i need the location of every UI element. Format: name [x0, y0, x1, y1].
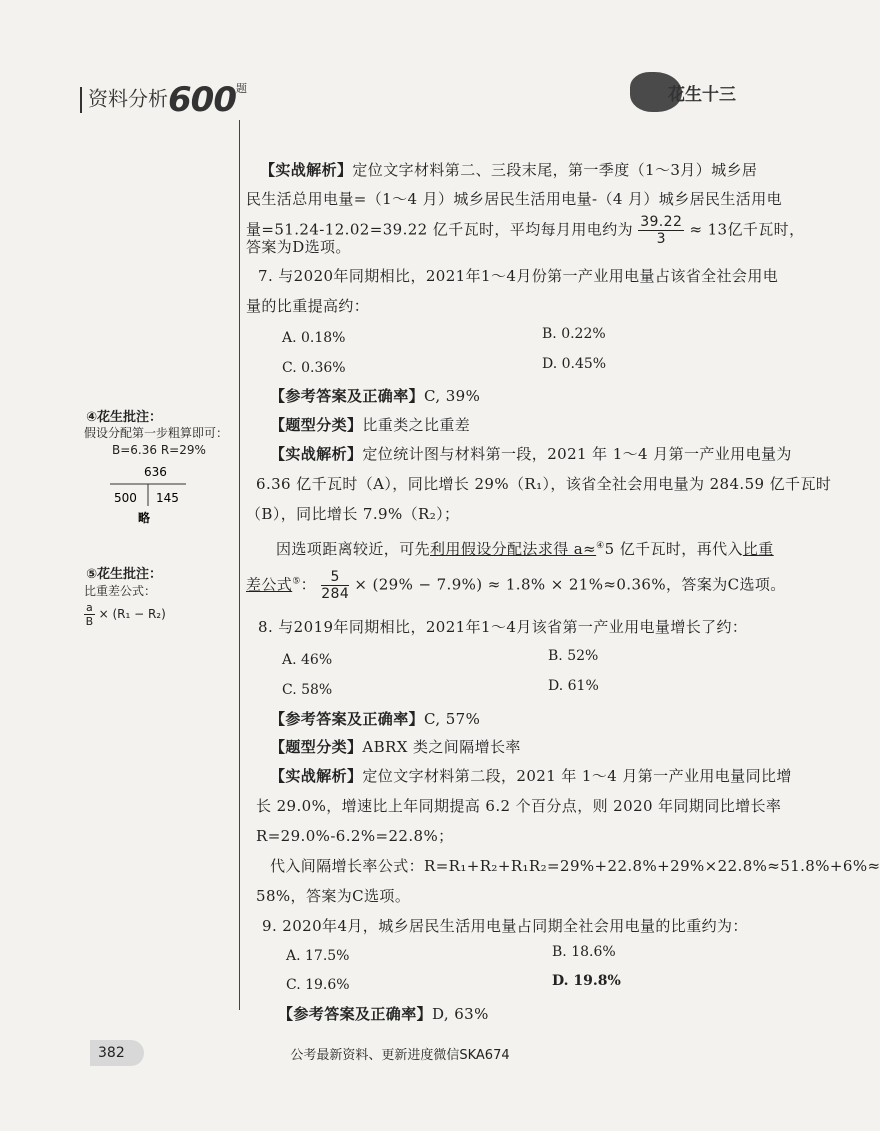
q9-answer — [278, 1004, 489, 1024]
note5-text: 比重差公式： — [84, 584, 157, 598]
q7-analysis-text4b: 5 亿千瓦时，再代入 — [604, 540, 743, 558]
tree-bottom-label: 略 — [138, 511, 151, 525]
fraction-denominator: 3 — [656, 231, 666, 247]
q7-analysis-text4a: 因选项距离较近，可先 — [276, 540, 431, 558]
q8-option-c: C. 58% — [282, 682, 333, 698]
q7-analysis-text5: × (29% − 7.9%) ≈ 1.8% × 21%≈0.36%，答案为C选项。 — [354, 575, 786, 594]
fraction-denominator: B — [85, 615, 94, 628]
page-number: 382 — [90, 1040, 144, 1066]
q7-stem-line2: 量的比重提高约： — [246, 297, 370, 315]
fraction-denominator: 284 — [321, 586, 350, 602]
q8-type — [270, 737, 521, 757]
fraction — [638, 214, 684, 247]
q7-analysis-line2: 6.36 亿千瓦时（A），同比增长 29%（R₁），该省全社会用电量为 284.59 亿千瓦时 — [256, 475, 832, 493]
q7-footnote-4: ④ — [596, 541, 605, 551]
q7-option-b: B. 0.22% — [542, 326, 606, 342]
logo-text: 花生十三 — [668, 85, 736, 105]
note5-formula — [84, 601, 166, 628]
tree-left-label: 500 — [114, 491, 137, 505]
q8-analysis-line4: 代入间隔增长率公式：R=R₁+R₂+R₁R₂=29%+22.8%+29%×22.8%≈51.8%+6%≈ — [270, 857, 880, 875]
prev-analysis-line2: 民生活总用电量=（1～4 月）城乡居民生活用电量-（4 月）城乡居民生活用电 — [246, 190, 783, 208]
q7-type-label: 【题型分类】 — [270, 416, 363, 434]
q7-analysis-underline1: 利用假设分配法求得 a≈ — [430, 540, 597, 558]
q7-stem-line1: 7. 与2020年同期相比，2021年1～4月份第一产业用电量占该省全社会用电 — [258, 267, 779, 285]
q7-analysis-line1 — [270, 444, 792, 464]
q8-analysis-text1: 定位文字材料第二段，2021 年 1～4 月第一产业用电量同比增 — [362, 767, 792, 785]
q7-analysis-colon: ： — [300, 575, 317, 594]
q7-analysis-line3: （B），同比增长 7.9%（R₂）； — [246, 505, 460, 523]
q9-answer-value: D, 63% — [432, 1005, 489, 1023]
q8-option-a: A. 46% — [282, 652, 333, 668]
tree-top-label: 636 — [144, 465, 167, 479]
fraction-numerator: a — [86, 601, 93, 614]
q9-option-d: D. 19.8% — [552, 973, 621, 989]
note4-values: B=6.36 R=29% — [112, 443, 206, 457]
margin-divider — [239, 120, 240, 1010]
q7-answer-label: 【参考答案及正确率】 — [270, 387, 425, 405]
q7-option-d: D. 0.45% — [542, 356, 607, 372]
q8-option-d: D. 61% — [548, 678, 599, 694]
tree-right-label: 145 — [156, 491, 179, 505]
note4-title: ④花生批注： — [86, 410, 163, 425]
brand-logo — [630, 72, 742, 112]
book-suffix: 题 — [235, 82, 247, 95]
q7-type-value: 比重类之比重差 — [362, 416, 471, 434]
prev-analysis-text1: 定位文字材料第二、三段末尾，第一季度（1～3月）城乡居 — [352, 161, 758, 179]
q8-analysis-line2: 长 29.0%，增速比上年同期提高 6.2 个百分点，则 2020 年同期同比增长率 — [256, 797, 782, 815]
book-title-text: 资料分析 — [88, 86, 168, 111]
q8-answer — [270, 709, 480, 729]
q8-stem: 8. 与2019年同期相比，2021年1～4月该省第一产业用电量增长了约： — [258, 618, 748, 636]
title-bar-divider — [80, 87, 82, 113]
q7-option-a: A. 0.18% — [282, 330, 346, 346]
split-tree-diagram — [100, 462, 210, 528]
q7-analysis-line4 — [276, 536, 774, 559]
footer-text: 公考最新资料、更新进度微信SKA674 — [290, 1048, 510, 1063]
fraction-numerator: 39.22 — [640, 214, 683, 230]
q8-type-label: 【题型分类】 — [270, 738, 363, 756]
q8-analysis-line5: 58%，答案为C选项。 — [256, 887, 411, 905]
note5-title: ⑤花生批注： — [86, 567, 163, 582]
q8-analysis-line1 — [270, 766, 792, 786]
q9-option-b: B. 18.6% — [552, 944, 616, 960]
q7-analysis-label: 【实战解析】 — [270, 445, 363, 463]
note5-formula-text: × (R₁ − R₂) — [98, 607, 166, 621]
q7-answer — [270, 386, 480, 406]
q7-answer-value: C, 39% — [424, 387, 481, 405]
q7-analysis-text1: 定位统计图与材料第一段，2021 年 1～4 月第一产业用电量为 — [362, 445, 792, 463]
q9-answer-label: 【参考答案及正确率】 — [278, 1005, 433, 1023]
q8-analysis-label: 【实战解析】 — [270, 767, 363, 785]
q9-stem: 9. 2020年4月，城乡居民生活用电量占同期全社会用电量的比重约为： — [262, 917, 748, 935]
prev-analysis-line1 — [260, 160, 757, 180]
book-title — [80, 80, 247, 120]
q8-answer-label: 【参考答案及正确率】 — [270, 710, 425, 728]
fraction-numerator: 5 — [321, 569, 349, 586]
q9-option-c: C. 19.6% — [286, 977, 350, 993]
q7-analysis-underline2: 比重 — [742, 540, 774, 558]
prev-analysis-line4: 答案为D选项。 — [246, 238, 351, 256]
q7-analysis-underline3: 差公式 — [246, 575, 293, 594]
book-number: 600 — [168, 80, 236, 120]
q7-footnote-5: ⑤ — [292, 576, 301, 587]
q7-option-c: C. 0.36% — [282, 360, 346, 376]
prev-analysis-label: 【实战解析】 — [260, 161, 353, 179]
fraction — [321, 569, 349, 602]
q8-type-value: ABRX 类之间隔增长率 — [362, 738, 521, 756]
prev-analysis-text3: 量=51.24-12.02=39.22 亿千瓦时，平均每月用电约为 — [246, 220, 634, 239]
q9-option-a: A. 17.5% — [286, 948, 350, 964]
note5-fraction — [84, 601, 95, 628]
q7-analysis-line5 — [246, 569, 786, 602]
prev-analysis-result: ≈ 13亿千瓦时， — [689, 220, 805, 239]
q8-analysis-line3: R=29.0%-6.2%=22.8%； — [256, 827, 454, 845]
q7-type — [270, 415, 470, 435]
q8-option-b: B. 52% — [548, 648, 599, 664]
note4-text: 假设分配第一步粗算即可： — [84, 426, 229, 440]
q8-answer-value: C, 57% — [424, 710, 481, 728]
